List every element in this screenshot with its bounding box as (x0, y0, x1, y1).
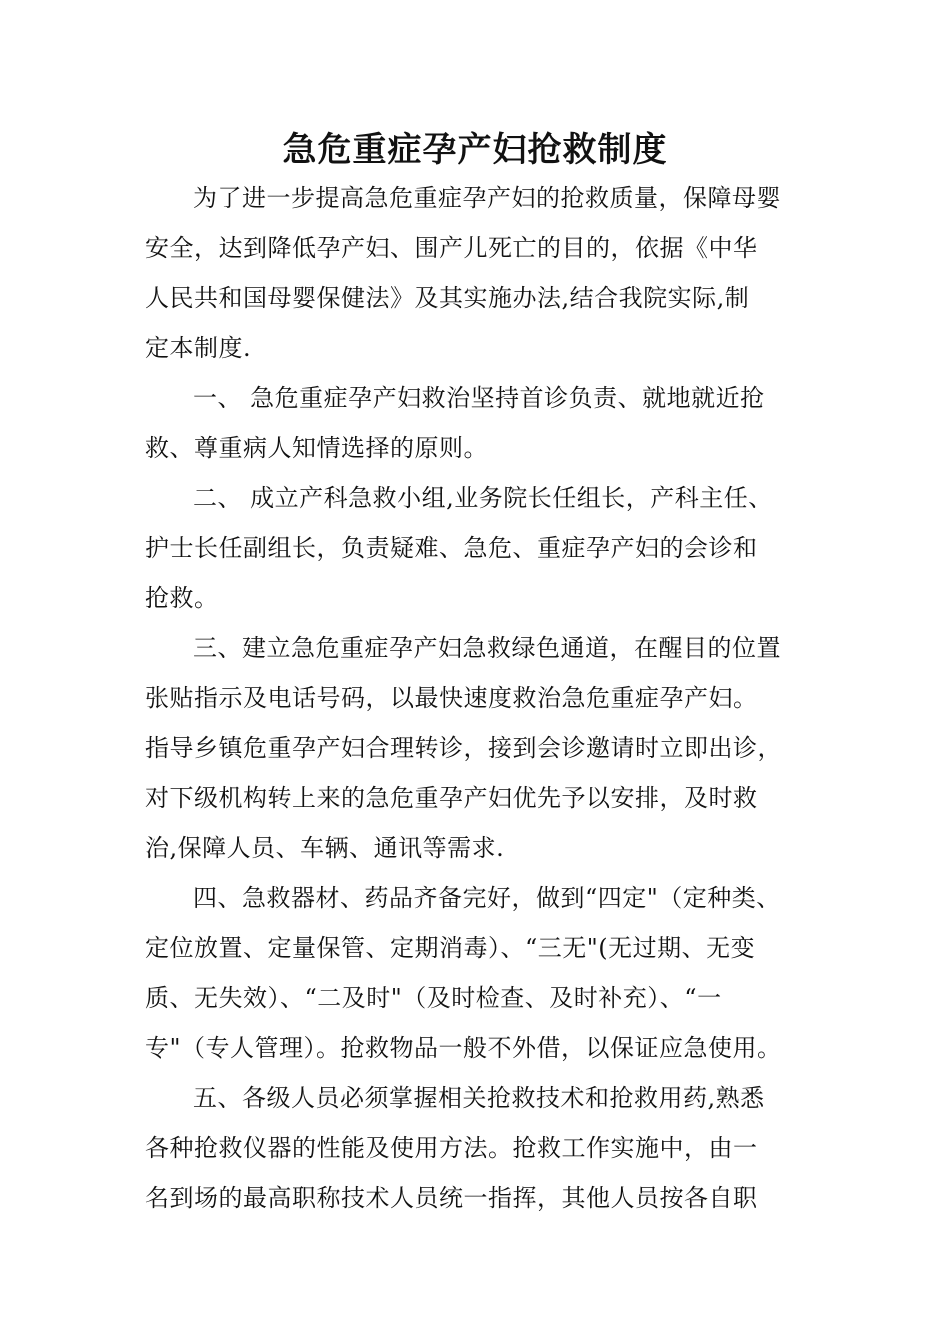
text-line: 专"（专人管理）。抢救物品一般不外借，以保证应急使用。 (145, 1034, 782, 1062)
text-line: 为了进一步提高急危重症孕产妇的抢救质量，保障母婴 (193, 184, 781, 212)
text-line: 对下级机构转上来的急危重孕产妇优先予以安排，及时救 (145, 784, 758, 812)
text-line: 指导乡镇危重孕产妇合理转诊，接到会诊邀请时立即出诊， (145, 734, 782, 762)
text-line: 定本制度. (145, 334, 252, 362)
text-line: 救、尊重病人知情选择的原则。 (145, 434, 488, 462)
text-line: 一、 急危重症孕产妇救治坚持首诊负责、就地就近抢 (193, 384, 765, 412)
text-line: 治,保障人员、车辆、通讯等需求. (145, 834, 505, 862)
text-line: 各种抢救仪器的性能及使用方法。抢救工作实施中，由一 (145, 1134, 758, 1162)
text-line: 护士长任副组长，负责疑难、急危、重症孕产妇的会诊和 (145, 534, 758, 562)
text-line: 安全，达到降低孕产妇、围产儿死亡的目的，依据《中华 (145, 234, 758, 262)
text-line: 质、无失效）、“二及时"（及时检查、及时补充）、“一 (145, 984, 722, 1012)
text-line: 抢救。 (145, 584, 219, 612)
text-line: 二、 成立产科急救小组,业务院长任组长，产科主任、 (193, 484, 773, 512)
text-line: 张贴指示及电话号码，以最快速度救治急危重症孕产妇。 (145, 684, 758, 712)
text-line: 人民共和国母婴保健法》及其实施办法,结合我院实际,制 (145, 284, 750, 312)
text-line: 五、各级人员必须掌握相关抢救技术和抢救用药,熟悉 (193, 1084, 765, 1112)
document-title: 急危重症孕产妇抢救制度 (282, 130, 668, 170)
text-line: 三、建立急危重症孕产妇急救绿色通道，在醒目的位置 (193, 634, 781, 662)
text-line: 名到场的最高职称技术人员统一指挥，其他人员按各自职 (145, 1184, 758, 1212)
text-line: 四、急救器材、药品齐备完好，做到“四定"（定种类、 (193, 884, 781, 912)
text-line: 定位放置、定量保管、定期消毒）、“三无"(无过期、无变 (145, 934, 756, 962)
